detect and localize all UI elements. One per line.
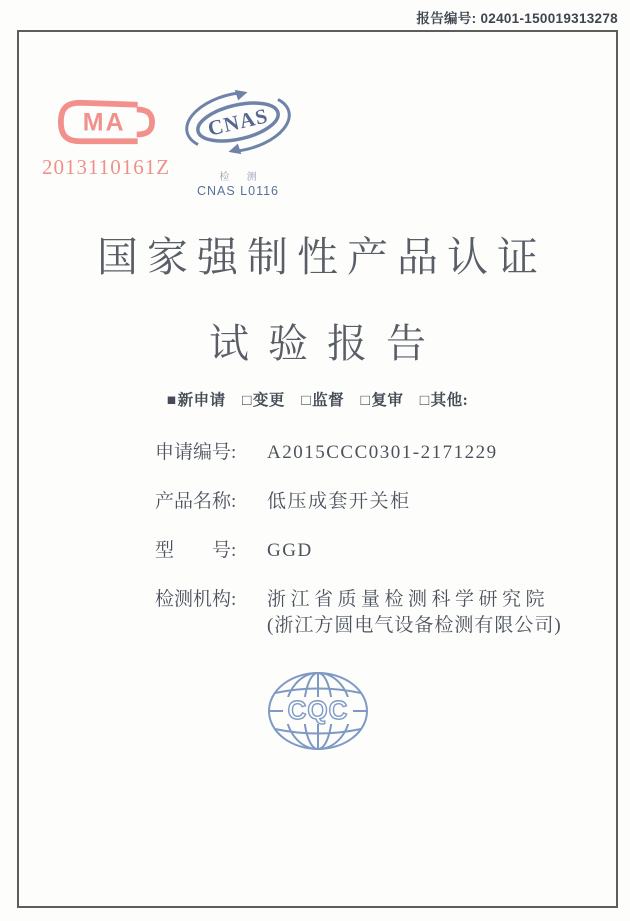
report-number-label: 报告编号:: [416, 11, 477, 26]
field-value: A2015CCC0301-2171229: [267, 442, 498, 463]
cnas-accreditation-number: CNAS L0116: [196, 184, 280, 198]
field-model: [155, 540, 596, 561]
checkbox-new-application: [167, 392, 226, 409]
cnas-caption: 检 测: [219, 172, 264, 183]
field-value-group: [267, 589, 562, 636]
checkbox-supervision: [301, 392, 344, 409]
checkbox-filled-icon: ■: [166, 392, 177, 409]
field-label: 产品名称:: [155, 491, 237, 512]
checkbox-change: [242, 392, 285, 409]
checkbox-empty-icon: □: [241, 392, 252, 409]
sub-title: 试验报告: [209, 321, 445, 366]
field-value: GGD: [267, 540, 313, 561]
cma-letters: MA: [82, 108, 126, 137]
cnas-letters: CNAS: [205, 103, 271, 141]
report-number: [416, 7, 618, 27]
main-title: 国家强制性产品认证: [97, 234, 547, 280]
cma-cert-number: 2013110161Z: [41, 155, 171, 179]
fields: [155, 442, 596, 664]
cqc-globe-icon: [266, 670, 370, 752]
border-frame: [17, 30, 618, 908]
field-test-organization: [155, 589, 596, 636]
checkbox-label: 监督: [312, 392, 345, 409]
cnas-mark-icon: [184, 88, 292, 162]
field-label: 申请编号:: [155, 442, 237, 463]
report-number-value: 02401-150019313278: [480, 11, 618, 26]
field-label: 检测机构:: [155, 589, 237, 610]
cqc-logo: [19, 670, 616, 757]
field-value-line2: (浙江方圆电气设备检测有限公司): [267, 615, 562, 636]
cma-mark-icon: [56, 98, 156, 146]
field-product-name: [155, 491, 596, 512]
checkbox-other: [420, 392, 469, 409]
checkbox-label: 变更: [252, 392, 285, 409]
checkbox-empty-icon: □: [360, 392, 371, 409]
checkbox-review: [360, 392, 403, 409]
checkbox-label: 其他:: [430, 392, 469, 409]
application-type-row: [19, 388, 616, 410]
field-label: 型 号:: [155, 540, 237, 561]
checkbox-label: 复审: [371, 392, 404, 409]
field-value: 浙江省质量检测科学研究院: [267, 589, 550, 610]
field-application-no: [155, 442, 596, 463]
checkbox-empty-icon: □: [419, 392, 430, 409]
checkbox-empty-icon: □: [301, 392, 312, 409]
checkbox-label: 新申请: [177, 392, 226, 409]
cnas-logo: [182, 88, 294, 198]
cma-logo: [41, 98, 171, 180]
cqc-letters: CQC: [287, 695, 348, 725]
field-value: 低压成套开关柜: [267, 491, 411, 512]
